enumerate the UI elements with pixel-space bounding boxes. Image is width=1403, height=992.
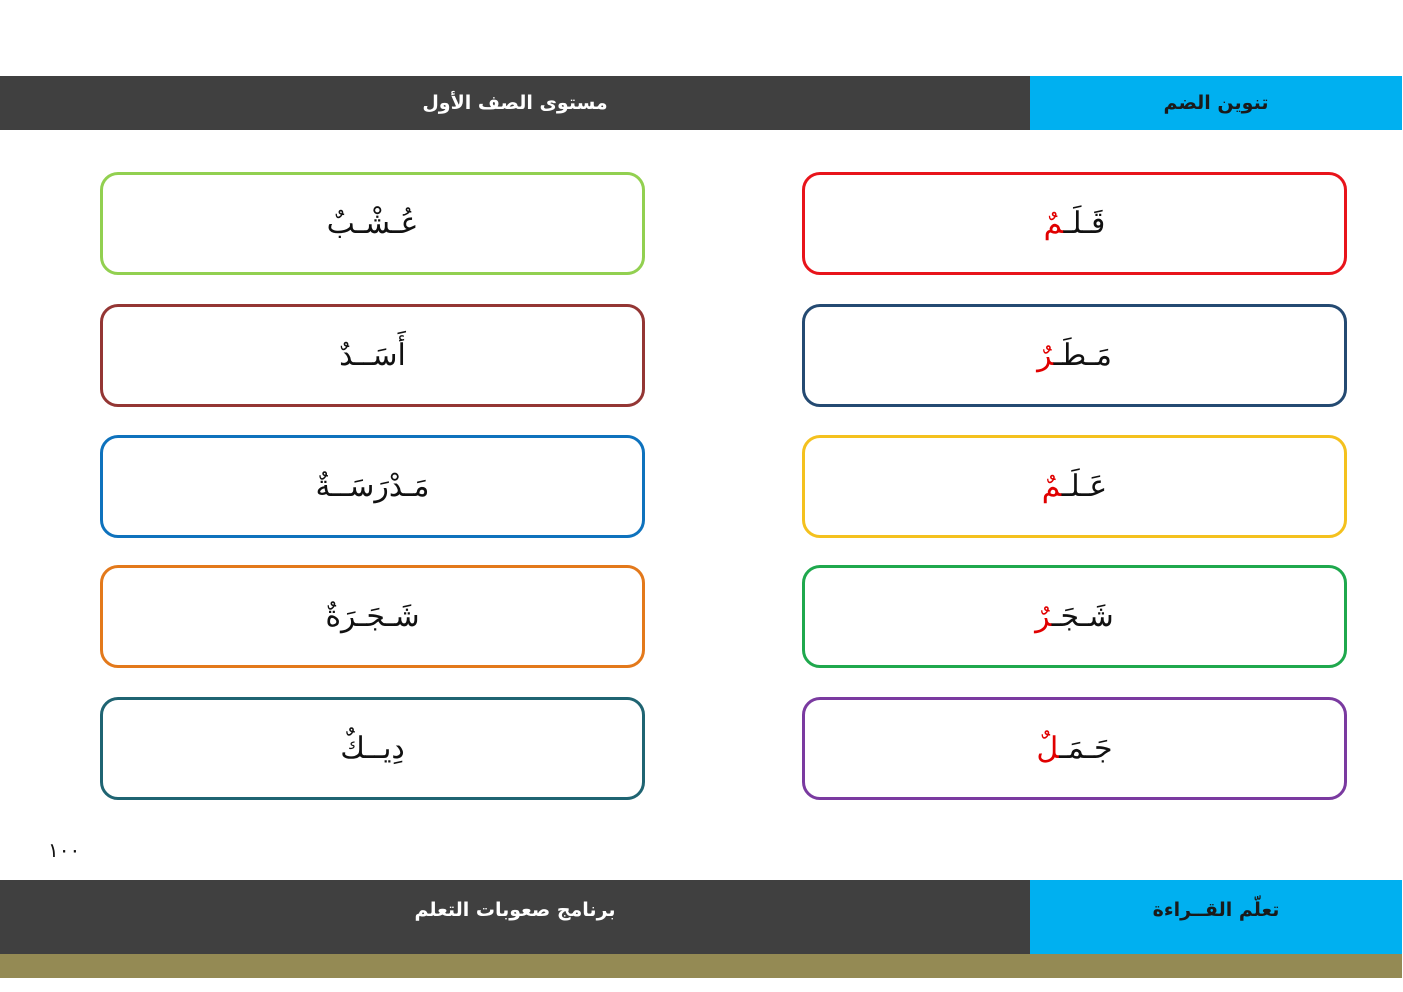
program-name: برنامج صعوبات التعلم: [414, 898, 616, 921]
word-text: [1036, 731, 1112, 766]
word-card-left-3: [100, 435, 645, 538]
word-card-left-5: [100, 697, 645, 800]
word-base: عَـلَـ: [1061, 469, 1108, 504]
word-base: قَـلَـ: [1063, 206, 1106, 241]
word-card-right-5: [802, 697, 1347, 800]
word-card-right-3: [802, 435, 1347, 538]
word-card-left-1: [100, 172, 645, 275]
word-text: دِيــكٌ: [340, 731, 405, 766]
top-header-bar: [0, 76, 1402, 130]
footer-olive-strip: [0, 954, 1402, 978]
word-text: شَـجَـرَةٌ: [325, 599, 420, 634]
word-text: أَسَــدٌ: [339, 338, 406, 373]
word-highlight-letter: مٌ: [1043, 206, 1064, 241]
word-card-right-4: [802, 565, 1347, 668]
word-text: [1044, 206, 1106, 241]
word-text: مَـدْرَسَــةٌ: [315, 469, 430, 504]
word-highlight-letter: لٌ: [1036, 731, 1060, 766]
word-text: [1042, 469, 1107, 504]
footer-bar: [0, 880, 1402, 954]
word-card-left-2: [100, 304, 645, 407]
lesson-title: تنوين الضم: [1163, 92, 1269, 114]
word-base: شَـجَـ: [1051, 599, 1114, 634]
word-text: [1035, 599, 1114, 634]
footer-program-section: [0, 880, 1030, 954]
word-base: مَـطَـ: [1053, 338, 1112, 373]
header-level-section: [0, 76, 1030, 130]
word-base: جَـمَـ: [1059, 731, 1113, 766]
word-highlight-letter: رٌ: [1037, 338, 1054, 373]
word-text: عُـشْـبٌ: [326, 206, 419, 241]
header-lesson-section: [1030, 76, 1402, 130]
word-card-left-4: [100, 565, 645, 668]
page-number: ١٠٠: [48, 838, 81, 862]
level-label: مستوى الصف الأول: [422, 92, 608, 114]
word-highlight-letter: رٌ: [1035, 599, 1052, 634]
footer-book-section: [1030, 880, 1402, 954]
word-text: [1037, 338, 1112, 373]
word-card-right-1: [802, 172, 1347, 275]
word-card-right-2: [802, 304, 1347, 407]
word-highlight-letter: مٌ: [1041, 469, 1062, 504]
book-title: تعلّم القــراءة: [1152, 898, 1280, 921]
